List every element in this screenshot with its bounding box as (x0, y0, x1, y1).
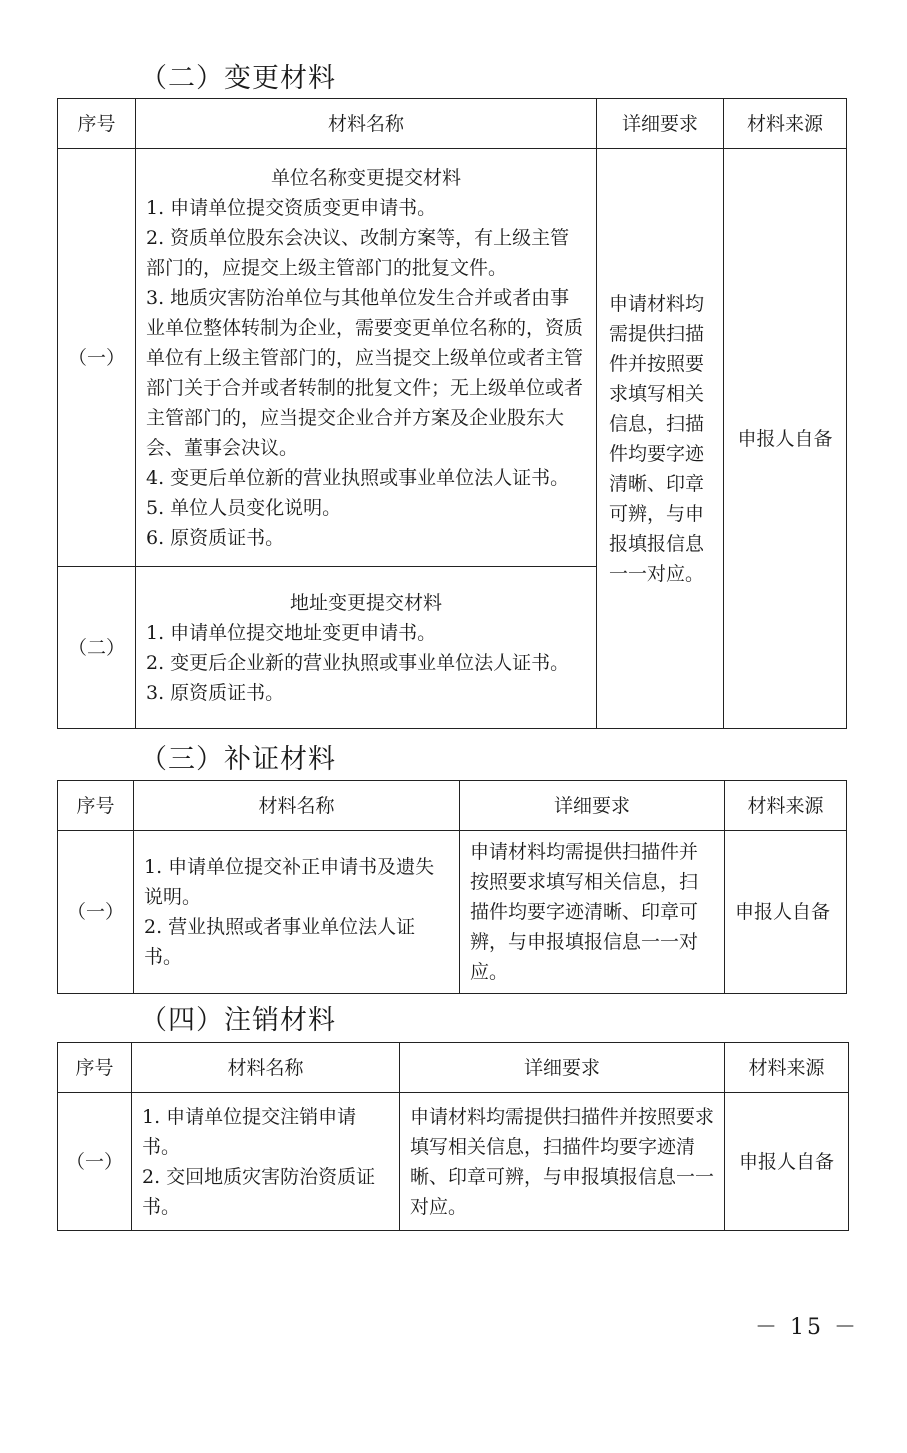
material-item: 5. 单位人员变化说明。 (146, 496, 342, 519)
header-no: 序号 (58, 781, 134, 831)
material-name-cell (136, 149, 597, 567)
header-no: 序号 (58, 99, 136, 149)
requirement-text: 申请材料均需提供扫描件并按照要求填写相关信息，扫描件均要字迹清晰、印章可辨，与申报填报信息一一对应。 (470, 841, 699, 983)
material-item: 1. 申请单位提交地址变更申请书。 (146, 621, 437, 644)
page-number: － 15 － (755, 1315, 859, 1340)
material-item: 2. 变更后企业新的营业执照或事业单位法人证书。 (146, 651, 570, 674)
section-title-supplement: （三）补证材料 (140, 744, 336, 775)
header-requirement: 详细要求 (400, 1043, 725, 1093)
header-requirement: 详细要求 (597, 99, 724, 149)
header-source: 材料来源 (725, 781, 847, 831)
requirement-cell (400, 1093, 725, 1231)
material-subtitle: 单位名称变更提交材料 (270, 166, 461, 189)
material-item: 4. 变更后单位新的营业执照或事业单位法人证书。 (146, 466, 570, 489)
header-requirement: 详细要求 (460, 781, 725, 831)
material-item: 2. 资质单位股东会决议、改制方案等，有上级主管部门的，应提交上级主管部门的批复文件。 (146, 226, 570, 279)
header-name: 材料名称 (136, 99, 597, 149)
table-header-row (58, 99, 847, 149)
table-row (58, 831, 847, 994)
requirement-cell (597, 149, 724, 729)
source-cell: 申报人自备 (725, 1093, 849, 1231)
requirement-text: 申请材料均需提供扫描件并按照要求填写相关信息，扫描件均要字迹清晰、印章可辨，与申报填报信息一一对应。 (410, 1105, 715, 1218)
material-name-cell (134, 831, 460, 994)
table-header-row (58, 781, 847, 831)
material-item: 3. 地质灾害防治单位与其他单位发生合并或者由事业单位整体转制为企业，需要变更单位名称的，资质单位有上级主管部门的，应当提交上级单位或者主管部门关于合并或者转制的批复文件；无上级单位或者主管部门的，应当提交企业合并方案及企业股东大会、董事会决议。 (146, 286, 584, 459)
row-number: （一） (58, 831, 134, 994)
material-item: 1. 申请单位提交资质变更申请书。 (146, 196, 437, 219)
source-cell: 申报人自备 (724, 149, 847, 729)
material-item: 6. 原资质证书。 (146, 526, 285, 549)
cancel-materials-table (57, 1042, 849, 1231)
table-row (58, 1093, 849, 1231)
row-number: （一） (58, 149, 136, 567)
material-item: 1. 申请单位提交补正申请书及遗失说明。 (144, 856, 435, 908)
change-materials-table (57, 98, 847, 729)
source-text: 申报人自备 (735, 901, 831, 923)
source-cell (725, 831, 847, 994)
material-name-cell (136, 567, 597, 729)
header-name: 材料名称 (132, 1043, 400, 1093)
material-name-cell (132, 1093, 400, 1231)
row-number: （一） (58, 1093, 132, 1231)
supplement-materials-table (57, 780, 847, 994)
section-title-change: （二）变更材料 (140, 63, 336, 94)
section-title-cancel: （四）注销材料 (140, 1005, 336, 1036)
table-header-row (58, 1043, 849, 1093)
requirement-text: 申请材料均需提供扫描件并按照要求填写相关信息，扫描件均要字迹清晰、印章可辨，与申报填报信息一一对应。 (609, 292, 705, 585)
material-item: 2. 营业执照或者事业单位法人证书。 (144, 916, 416, 968)
material-item: 2. 交回地质灾害防治资质证书。 (142, 1165, 376, 1218)
requirement-cell (460, 831, 725, 994)
header-source: 材料来源 (724, 99, 847, 149)
header-no: 序号 (58, 1043, 132, 1093)
material-item: 3. 原资质证书。 (146, 681, 285, 704)
table-row (58, 149, 847, 567)
material-item: 1. 申请单位提交注销申请书。 (142, 1105, 357, 1158)
row-number: （二） (58, 567, 136, 729)
material-subtitle: 地址变更提交材料 (289, 591, 442, 614)
header-name: 材料名称 (134, 781, 460, 831)
header-source: 材料来源 (725, 1043, 849, 1093)
